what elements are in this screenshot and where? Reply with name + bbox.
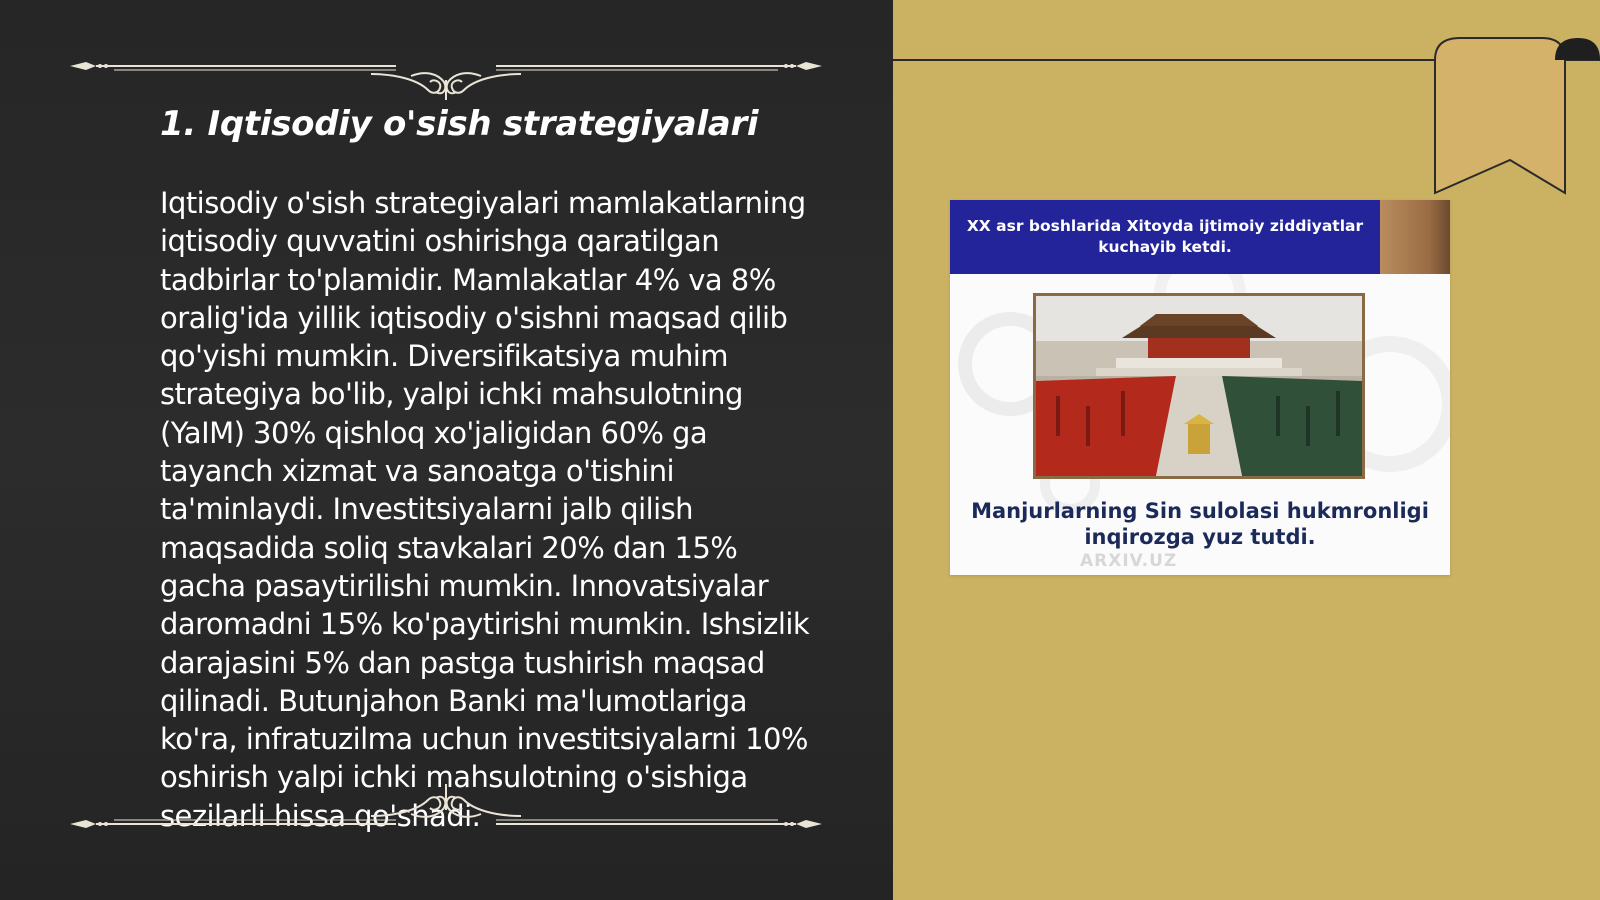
forbidden-city-photo [1033, 293, 1365, 479]
slide-body-text: Iqtisodiy o'sish strategiyalari mamlakatlarning iqtisodiy quvvatini oshirishga qaratilgan tadbirlar to'plamidir. Mamlakatlar 4% va 8% oralig'ida yillik iqtisodiy o'sishni maqsad qilib qo'yishi mumkin. Diversifikatsiya muhim strategiya bo'lib, yalpi ichki mahsulotning (YaIM) 30% qishloq xo'jaligidan 60% ga tayanch xizmat va sanoatga o'tishini ta'minlaydi. Investitsiyalarni jalb qilish maqsadida soliq stavkalari 20% dan 15% gacha pasaytirilishi mumkin. Innovatsiyalar daromadni 15% ko'paytirishi mumkin. Ishsizlik darajasini 5% dan pastga tushirish maqsad qilinadi. Butunjahon Banki ma'lumotlariga ko'ra, infratuzilma uchun investitsiyalarni 10% oshirish yalpi ichki mahsulotning o'sishiga sezilarli hissa qo'shadi. [160, 186, 810, 833]
photo-caption: Manjurlarning Sin sulolasi hukmronligi inqirozga yuz tutdi. [971, 499, 1429, 549]
history-photo-card [950, 200, 1450, 575]
ornament-divider-icon [66, 768, 826, 828]
bookmark-icon [1430, 30, 1600, 200]
photo-banner-side [1380, 200, 1450, 274]
watermark-text: ARXIV.UZ [1080, 551, 1178, 571]
photo-banner-text: XX asr boshlarida Xitoyda ijtimoiy ziddiyatlar kuchayib ketdi. [950, 200, 1380, 274]
slide-title: 1. Iqtisodiy o'sish strategiyalari [160, 104, 759, 144]
ornament-divider-icon [66, 40, 826, 100]
